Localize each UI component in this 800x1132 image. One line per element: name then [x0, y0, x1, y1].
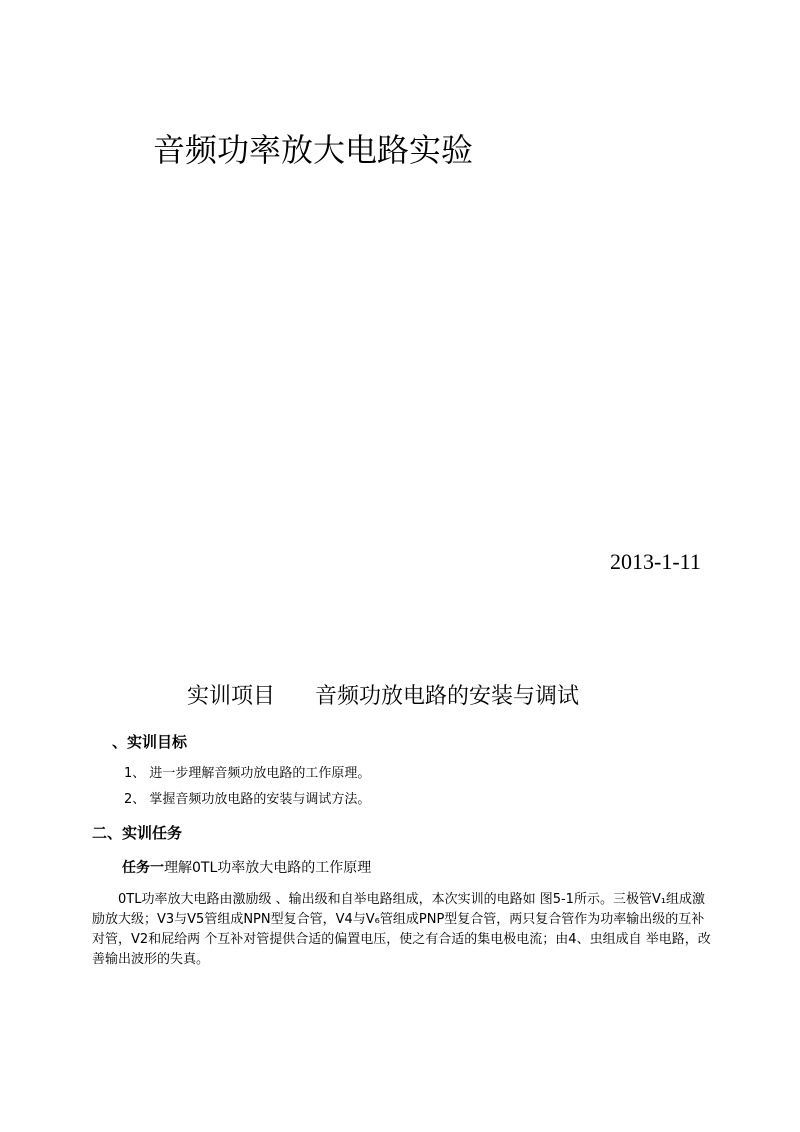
document-date: 2013-1-11 [610, 549, 701, 574]
goal-item-2: 2、 掌握音频功放电路的安装与调试方法。 [124, 792, 371, 807]
body-paragraph: 0TL功率放大电路由激励级 、输出级和自举电路组成，本次实训的电路如 图5-1所示。三极管V₁组成激励放大级；V3与V5管组成NPN型复合管，V4与V₆管组成PNP型复合管，两只复合管作为功率输出级的互补对管，V2和屁给两 个互补对管提供合适的偏置电压，使之有合适的集电极电流；由4、虫组成自 举电路，改善输出波形的失真。 [92, 892, 711, 967]
document-title: 音频功率放大电路实验 [153, 131, 474, 169]
task-heading [122, 858, 371, 878]
section-heading-tasks: 二、实训任务 [92, 824, 183, 842]
section-heading-goals: 、实训目标 [112, 733, 188, 751]
task-text: 理解0TL功率放大电路的工作原理 [164, 860, 372, 876]
goal-item-1: 1、 进一步理解音频功放电路的工作原理。 [124, 766, 371, 781]
task-label: 任务一 [122, 860, 164, 876]
project-title [187, 682, 579, 712]
project-label: 实训项目 [187, 684, 276, 709]
project-name: 音频功放电路的安装与调试 [315, 684, 580, 709]
